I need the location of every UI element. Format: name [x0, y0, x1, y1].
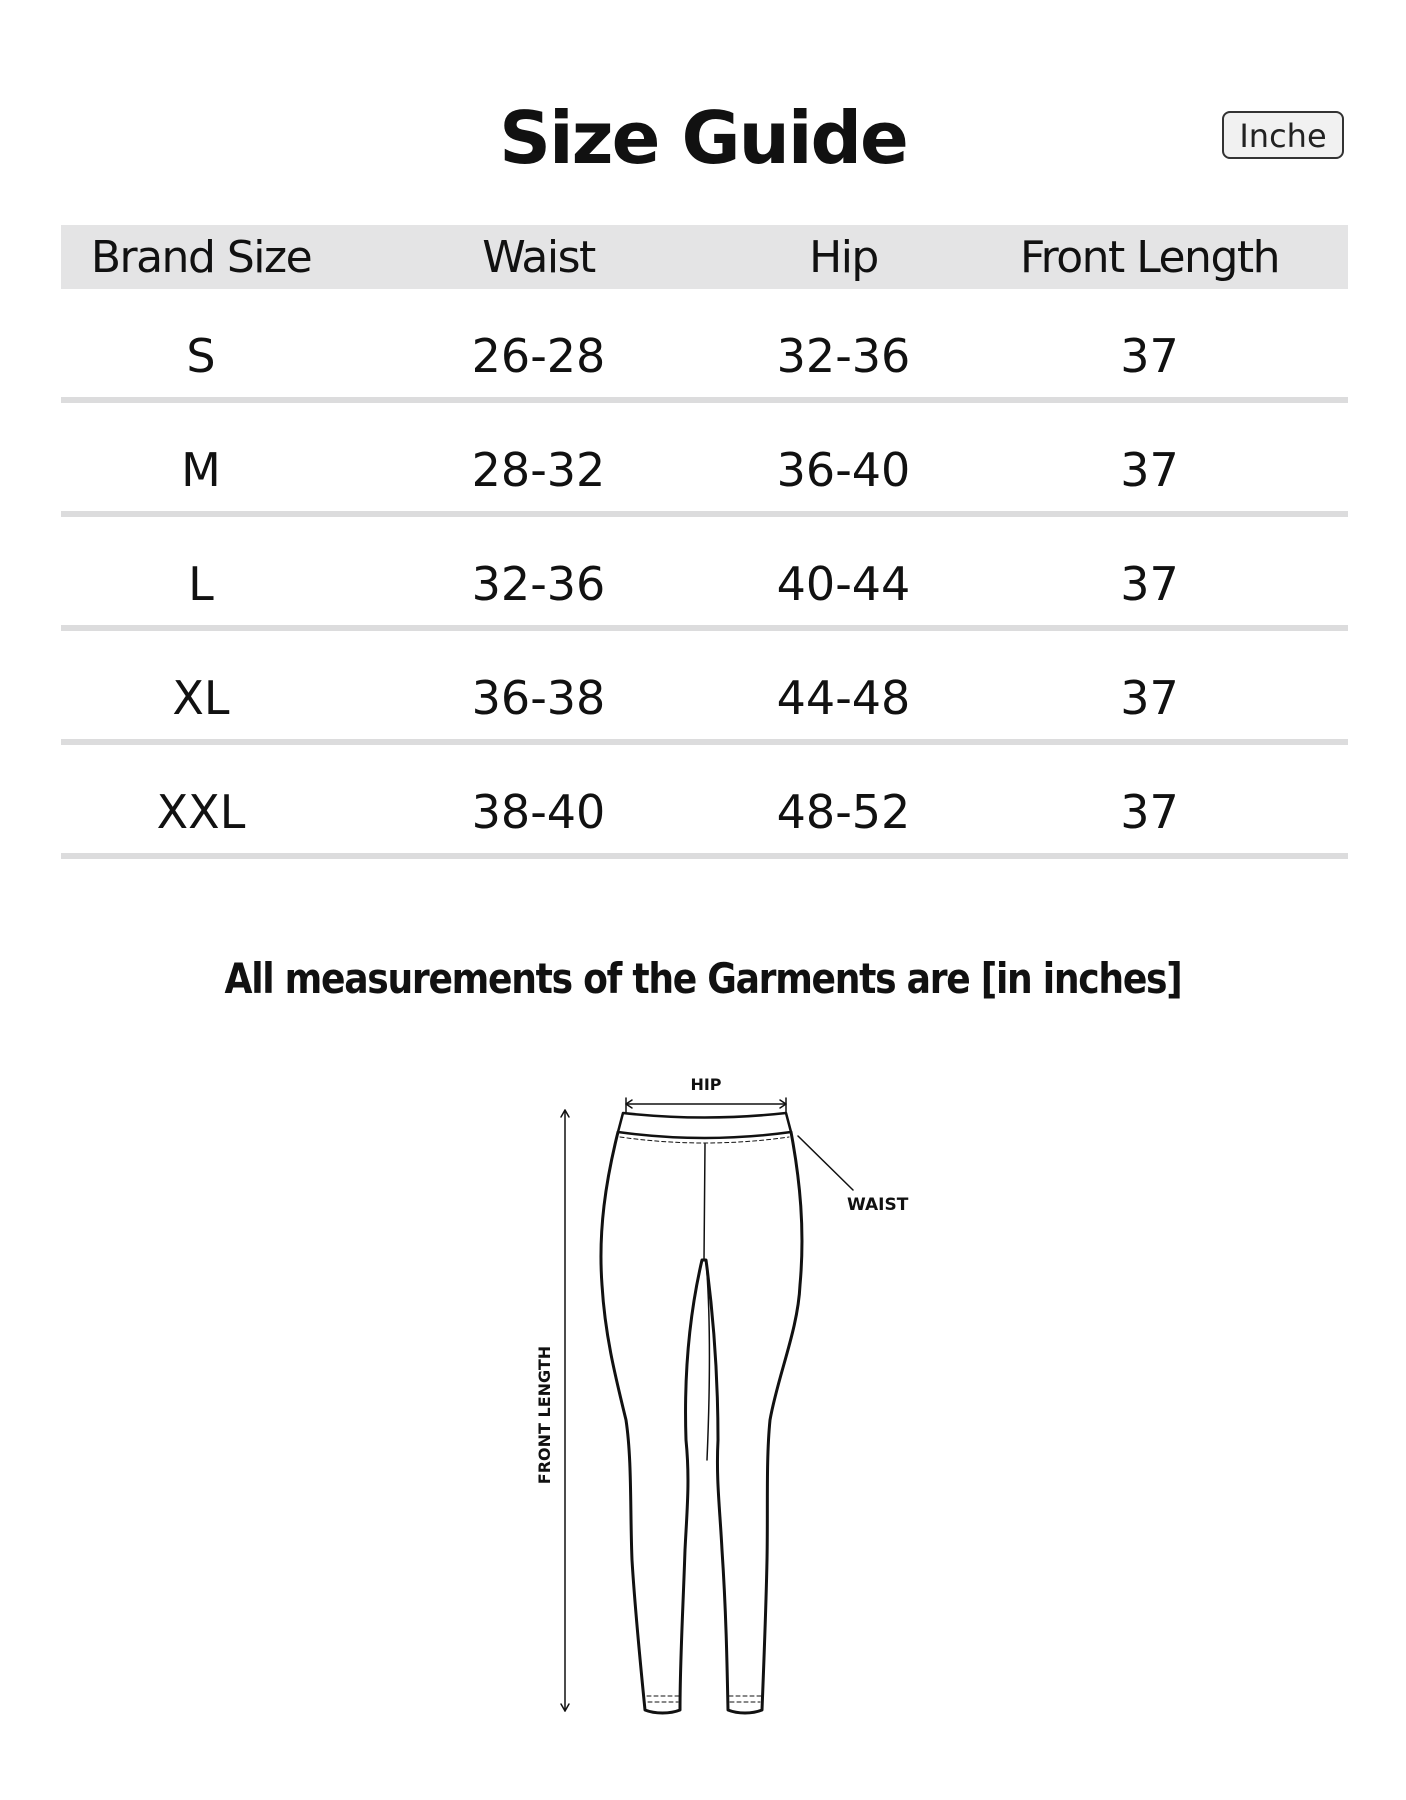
cell-front-length: 37 [1120, 329, 1179, 383]
cell-brand-size: XXL [156, 785, 246, 839]
hip-label: HIP [690, 1075, 722, 1094]
cell-hip: 36-40 [776, 443, 911, 497]
leggings-diagram [520, 1060, 940, 1730]
cell-hip: 40-44 [776, 557, 911, 611]
header-brand-size: Brand Size [90, 231, 312, 283]
cell-brand-size: XL [172, 671, 230, 725]
cell-front-length: 37 [1120, 557, 1179, 611]
cell-brand-size: L [188, 557, 214, 611]
table-header-row [61, 225, 1348, 289]
table-row [61, 631, 1348, 745]
cell-hip: 32-36 [776, 329, 911, 383]
leggings-illustration [520, 1060, 940, 1730]
table-row [61, 745, 1348, 859]
waist-label: WAIST [847, 1195, 909, 1215]
table-row [61, 289, 1348, 403]
ankle-hems [647, 1696, 761, 1702]
cell-waist: 32-36 [471, 557, 606, 611]
header-waist: Waist [482, 231, 595, 283]
cell-waist: 38-40 [471, 785, 606, 839]
cell-front-length: 37 [1120, 443, 1179, 497]
cell-waist: 28-32 [471, 443, 606, 497]
hip-measure-line [626, 1098, 786, 1112]
front-length-measure-line [561, 1110, 569, 1711]
page-title: Size Guide [499, 96, 907, 180]
leggings-outline [601, 1132, 802, 1713]
cell-hip: 44-48 [776, 671, 911, 725]
cell-waist: 26-28 [471, 329, 606, 383]
table-row [61, 403, 1348, 517]
unit-toggle-button[interactable]: Inche [1222, 111, 1344, 159]
table-row [61, 517, 1348, 631]
cell-brand-size: S [186, 329, 216, 383]
header-hip: Hip [809, 231, 878, 283]
cell-front-length: 37 [1120, 671, 1179, 725]
cell-front-length: 37 [1120, 785, 1179, 839]
size-table [61, 225, 1348, 859]
header-front-length: Front Length [1019, 231, 1280, 283]
cell-waist: 36-38 [471, 671, 606, 725]
waist-pointer-line [798, 1136, 853, 1190]
waistband [618, 1113, 791, 1143]
cell-brand-size: M [181, 443, 221, 497]
measurement-note: All measurements of the Garments are [in inches] [224, 954, 1182, 1003]
center-seam [704, 1144, 705, 1260]
front-length-label: FRONT LENGTH [535, 1345, 554, 1485]
cell-hip: 48-52 [776, 785, 911, 839]
